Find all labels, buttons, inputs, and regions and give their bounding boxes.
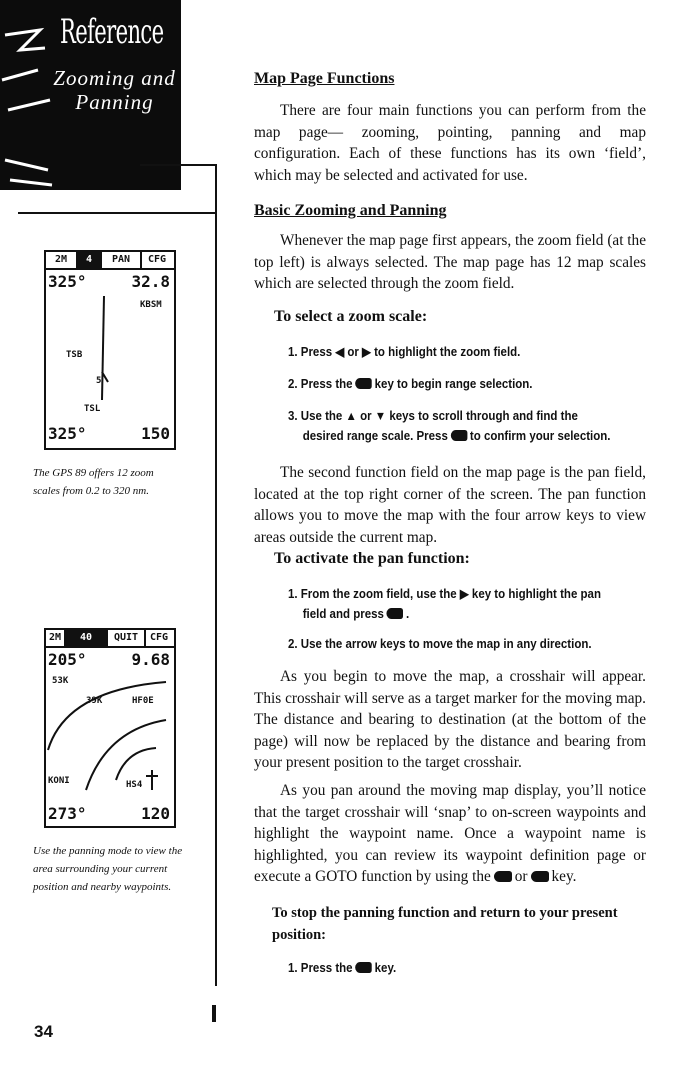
waypoint-label: TSL [84, 404, 101, 414]
instruction-step: 1. Press the key. [288, 961, 397, 975]
quit-key-icon [355, 962, 372, 973]
instruction-step: 1. From the zoom field, use the ▶ key to highlight the pan field and press . [288, 587, 601, 621]
instruction-heading: To stop the panning function and return to your present position: [272, 905, 618, 943]
zoom-field: 2M [46, 252, 78, 268]
section-title-zooming: Basic Zooming and Panning [254, 202, 447, 219]
enter-key-icon [387, 608, 404, 619]
divider [215, 164, 217, 986]
instruction-heading: To activate the pan function: [274, 550, 470, 567]
track-value: 325° [48, 272, 87, 291]
decorative-scribble-icon [0, 20, 55, 190]
divider [140, 164, 217, 166]
speed-value: 9.68 [131, 650, 170, 669]
waypoint-label: KBSM [140, 300, 162, 310]
waypoint-label: 5 [96, 376, 102, 386]
chapter-title: Reference [60, 12, 164, 52]
instruction-step: 2. Use the arrow keys to move the map in any direction. [288, 637, 592, 651]
scale-field: 40 [66, 630, 108, 646]
waypoint-label: HF0E [132, 696, 154, 706]
bearing-value: 273° [48, 804, 87, 823]
page-number: 34 [34, 1022, 53, 1041]
waypoint-label: TSB [66, 350, 83, 360]
goto-key-icon [531, 871, 549, 882]
track-value: 205° [48, 650, 87, 669]
body-paragraph: As you begin to move the map, a crosshair will appear. This crosshair will serve as a target marker for the moving map. The distance and bearing to destination (at the bottom of the page) will now be replaced by the distance and bearing from your present position to the target crosshair. [254, 668, 646, 772]
gps-map-screen-zoom [44, 250, 176, 450]
chapter-subtitle: Zooming and Panning [53, 66, 176, 114]
waypoint-label: 39K [86, 696, 103, 706]
quit-field: QUIT [108, 630, 146, 646]
body-paragraph: Whenever the map page first appears, the zoom field (at the top left) is always selected. The map page has 12 map scales which are selected through the zoom field. [254, 232, 646, 293]
instruction-heading: To select a zoom scale: [274, 308, 428, 325]
waypoint-label: KONI [48, 776, 70, 786]
instruction-step: 1. Press ◀ or ▶ to highlight the zoom field. [288, 345, 521, 359]
cfg-field: CFG [149, 632, 169, 643]
section-title-map-page: Map Page Functions [254, 70, 395, 87]
divider [212, 1005, 216, 1022]
zoom-field: 2M [46, 630, 66, 646]
instruction-step: 2. Press the key to begin range selection. [288, 377, 533, 391]
divider [18, 212, 217, 214]
pan-field: PAN [102, 252, 142, 268]
instruction-step: 3. Use the ▲ or ▼ keys to scroll through and find the desired range scale. Press to confirm your selection. [288, 409, 611, 443]
waypoint-label: 53K [52, 676, 69, 686]
enter-key-icon [355, 378, 372, 389]
cfg-field: CFG [147, 254, 167, 265]
page-key-icon [494, 871, 512, 882]
scale-field: 4 [78, 252, 102, 268]
waypoint-label: HS4 [126, 780, 143, 790]
body-paragraph: The second function field on the map page is the pan field, located at the top right corner of the screen. The pan function allows you to move the map with the four arrow keys to view areas outside the current map. [254, 464, 646, 546]
figure-caption: Use the panning mode to view the area surrounding your current position and nearby waypoints. [33, 845, 183, 893]
figure-caption: The GPS 89 offers 12 zoom scales from 0.2 to 320 nm. [33, 467, 154, 497]
distance-value: 120 [141, 804, 170, 823]
gps-map-screen-pan [44, 628, 176, 828]
distance-value: 150 [141, 424, 170, 443]
body-paragraph: There are four main functions you can perform from the map page— zooming, pointing, panning and map configuration. Each of these functions has its own ‘field’, which may be selected and activated for use. [254, 102, 646, 184]
enter-key-icon [451, 430, 468, 441]
chapter-header [0, 0, 181, 190]
map-arcs-icon [46, 630, 174, 826]
speed-value: 32.8 [131, 272, 170, 291]
bearing-value: 325° [48, 424, 87, 443]
body-paragraph: As you pan around the moving map display, you’ll notice that the target crosshair will ‘snap’ to on-screen waypoints and highlight the waypoint name. Once a waypoint name is highlighted, you can review its waypoint definition page or execute a GOTO function by using the or key. [254, 782, 646, 886]
